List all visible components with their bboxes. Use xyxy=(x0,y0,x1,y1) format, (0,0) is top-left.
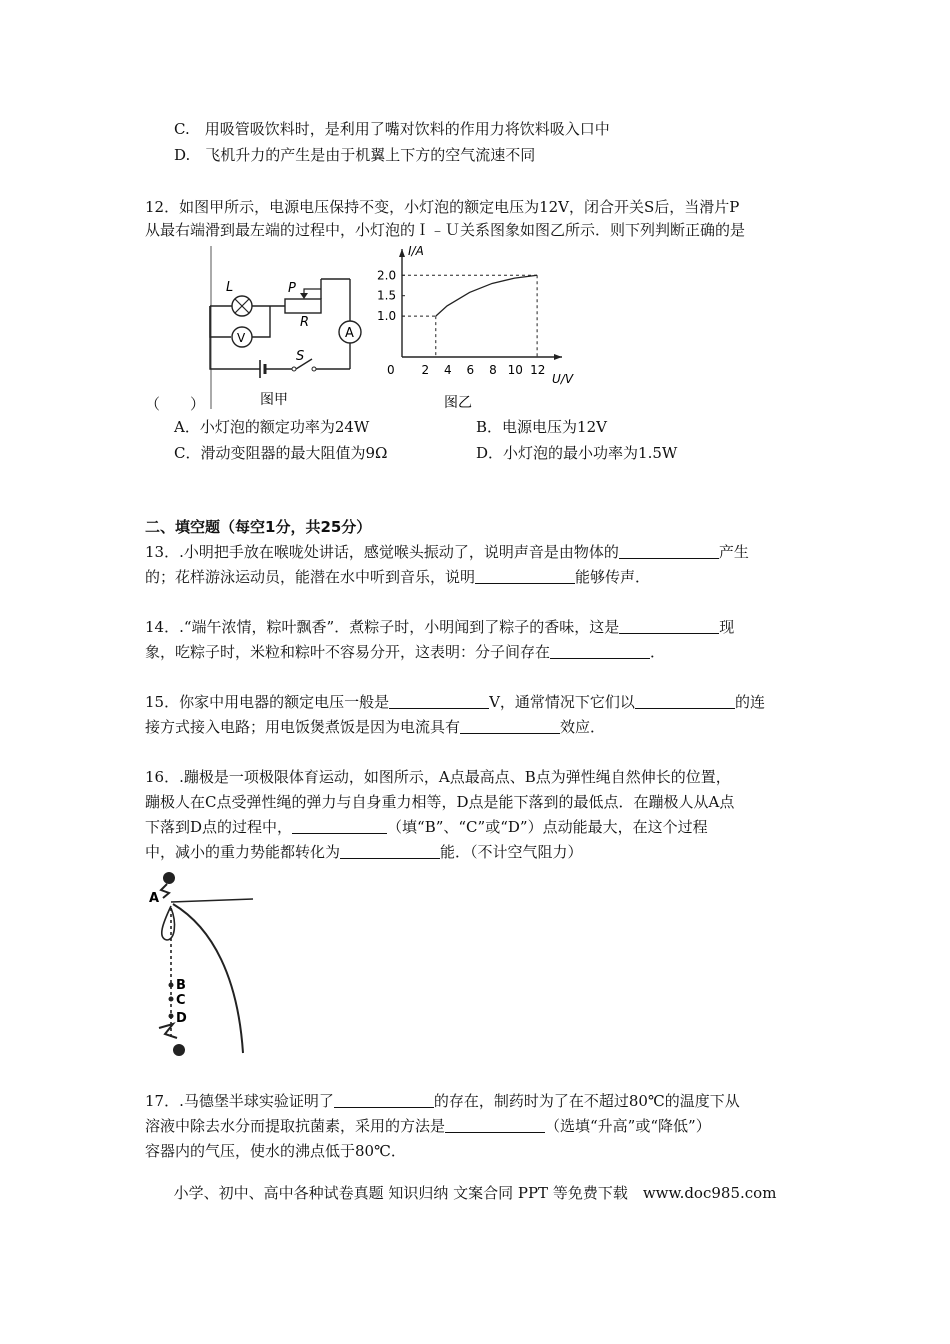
voltmeter-label: V xyxy=(237,331,246,345)
q12-answer-paren: （ ） xyxy=(145,395,206,413)
q12-option-d: D．小灯泡的最小功率为1.5W xyxy=(476,444,678,462)
rheostat-icon xyxy=(285,299,321,313)
q15-text-d: 接方式接入电路；用电饭煲煮饭是因为电流具有 xyxy=(145,718,461,736)
x-tick-label: 8 xyxy=(489,363,497,377)
x-tick-label: 6 xyxy=(466,363,475,377)
q16-text-c: 中，减小的重力势能都转化为 xyxy=(145,843,341,861)
q12-stem-line2: 从最右端滑到最左端的过程中，小灯泡的Ｉ﹣Ｕ关系图象如图乙所示．则下列判断正确的是 xyxy=(145,221,746,239)
q13-blank-2[interactable] xyxy=(475,567,575,584)
q12-option-b: B．电源电压为12V xyxy=(476,418,607,436)
q15-line2 xyxy=(145,717,605,737)
x-axis-label: U/V xyxy=(552,372,574,386)
q13-text-d: 能够传声． xyxy=(575,568,651,586)
section-heading: 二、填空题（每空1分，共25分） xyxy=(145,518,372,536)
x-axis-arrow-icon xyxy=(554,354,562,360)
q15-blank-3[interactable] xyxy=(460,717,560,734)
y-axis-label: I/A xyxy=(408,244,424,258)
x-tick-label: 12 xyxy=(530,363,546,377)
q11-option-c: C. 用吸管吸饮料时，是利用了嘴对饮料的作用力将饮料吸入口中 xyxy=(174,120,610,138)
q14-line1 xyxy=(145,617,734,637)
y-tick-label: 2.0 xyxy=(377,268,397,283)
q17-text-d: （选填“升高”或“降低”） xyxy=(545,1117,711,1135)
label-c: C xyxy=(176,993,186,1008)
q14-text-b: 现 xyxy=(719,618,735,636)
y-axis-arrow-icon xyxy=(399,249,405,257)
q17-line2 xyxy=(145,1116,711,1136)
q11-option-d: D. 飞机升力的产生是由于机翼上下方的空气流速不同 xyxy=(174,146,536,164)
q15-text-a: 15．你家中用电器的额定电压一般是 xyxy=(145,693,390,711)
q17-text-b: 的存在，制药时为了在不超过80℃的温度下从 xyxy=(433,1092,740,1110)
q13-blank-1[interactable] xyxy=(619,542,719,559)
iu-curve xyxy=(436,275,537,316)
q13-text-a: 13．.小明把手放在喉咙处讲话，感觉喉头振动了，说明声音是由物体的 xyxy=(145,543,619,561)
q17-blank-1[interactable] xyxy=(334,1091,434,1108)
q12-option-c: C．滑动变阻器的最大阻值为9Ω xyxy=(174,444,388,462)
q16-line2: 蹦极人在C点受弹性绳的弹力与自身重力相等，D点是能下落到的最低点．在蹦极人从A点 xyxy=(145,793,735,811)
q16-text-a: 下落到D点的过程中， xyxy=(145,818,293,836)
q17-text-c: 溶液中除去水分而提取抗菌素，采用的方法是 xyxy=(145,1117,446,1135)
q15-text-e: 效应． xyxy=(560,718,606,736)
q14-text-c: 象，吃粽子时，米粒和粽叶不容易分开，这表明：分子间存在 xyxy=(145,643,551,661)
q17-line3: 容器内的气压，使水的沸点低于80℃． xyxy=(145,1142,406,1160)
q15-blank-2[interactable] xyxy=(635,692,735,709)
label-p: P xyxy=(288,281,296,296)
page-footer: 小学、初中、高中各种试卷真题 知识归纳 文案合同 PPT 等免费下载 www.doc985.com xyxy=(173,1184,777,1202)
q17-text-a: 17．.马德堡半球实验证明了 xyxy=(145,1092,334,1110)
x-tick-label: 4 xyxy=(444,363,452,377)
q15-blank-1[interactable] xyxy=(389,692,489,709)
q15-text-b: V，通常情况下它们以 xyxy=(489,693,635,711)
x-tick-label: 2 xyxy=(421,363,430,377)
q14-blank-1[interactable] xyxy=(619,617,719,634)
q16-line4 xyxy=(145,842,583,862)
q16-text-d: 能．（不计空气阻力） xyxy=(440,843,583,861)
q14-line2 xyxy=(145,642,665,662)
label-d: D xyxy=(176,1011,187,1026)
q16-blank-1[interactable] xyxy=(292,817,387,834)
q14-blank-2[interactable] xyxy=(550,642,650,659)
y-tick-label: 1.0 xyxy=(377,309,397,324)
jumper-top-icon xyxy=(163,872,175,884)
y-tick-label: 1.5 xyxy=(377,288,397,303)
bungee-figure xyxy=(143,868,255,1060)
q13-text-c: 的；花样游泳运动员，能潜在水中听到音乐，说明 xyxy=(145,568,476,586)
q17-blank-2[interactable] xyxy=(445,1116,545,1133)
q12-option-a: A．小灯泡的额定功率为24W xyxy=(174,418,370,436)
q16-line3 xyxy=(145,817,708,837)
label-a: A xyxy=(149,891,160,906)
label-b: B xyxy=(176,978,186,993)
iu-graph xyxy=(376,240,576,415)
jumper-bottom-icon xyxy=(173,1044,185,1056)
label-r: R xyxy=(300,315,310,330)
q14-text-d: ． xyxy=(650,643,666,661)
x-tick-label: 10 xyxy=(507,363,523,377)
q13-line2 xyxy=(145,567,650,587)
circuit-diagram xyxy=(200,244,370,414)
q16-text-b: （填“B”、“C”或“D”）点动能最大，在这个过程 xyxy=(387,818,708,836)
label-l: L xyxy=(226,280,234,295)
q17-line1 xyxy=(145,1091,740,1111)
x-tick-label: 0 xyxy=(387,363,395,377)
q16-blank-2[interactable] xyxy=(340,842,440,859)
q12-stem-line1: 12．如图甲所示，电源电压保持不变，小灯泡的额定电压为12V，闭合开关S后，当滑片P xyxy=(145,198,740,216)
q13-line1 xyxy=(145,542,749,562)
q16-line1: 16．.蹦极是一项极限体育运动，如图所示，A点最高点、B点为弹性绳自然伸长的位置， xyxy=(145,768,731,786)
label-s: S xyxy=(296,349,305,364)
q13-text-b: 产生 xyxy=(718,543,749,561)
q14-text-a: 14．.“端午浓情，粽叶飘香”．煮粽子时，小明闻到了粽子的香味，这是 xyxy=(145,618,620,636)
graph-caption: 图乙 xyxy=(444,395,472,411)
q15-text-c: 的连 xyxy=(734,693,765,711)
ammeter-label: A xyxy=(345,326,354,341)
circuit-caption: 图甲 xyxy=(260,392,288,408)
q15-line1 xyxy=(145,692,765,712)
